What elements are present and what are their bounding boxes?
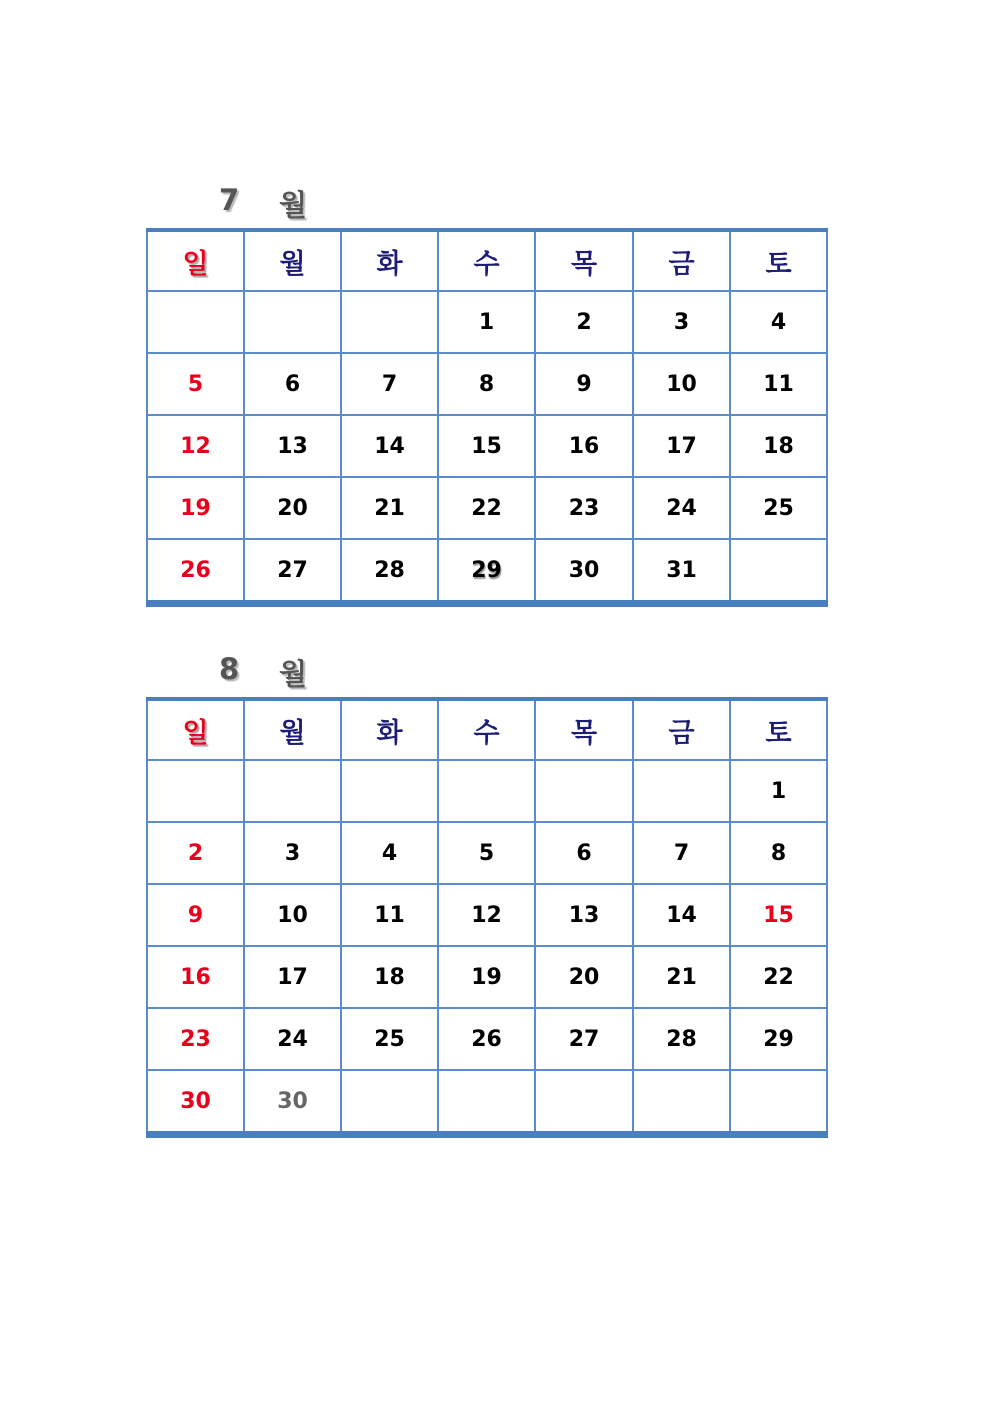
day-cell: 28 bbox=[633, 1008, 730, 1070]
day-cell: 6 bbox=[244, 353, 341, 415]
day-cell-sunday: 19 bbox=[147, 477, 244, 539]
day-cell: 28 bbox=[341, 539, 438, 604]
weekday-mon: 월 bbox=[244, 230, 341, 291]
month-unit: 월 bbox=[279, 188, 308, 222]
weekday-sat: 토 bbox=[730, 230, 827, 291]
weekday-header-row bbox=[147, 230, 827, 291]
calendar-grid bbox=[146, 697, 828, 1138]
day-cell-empty bbox=[535, 760, 633, 822]
day-cell: 17 bbox=[244, 946, 341, 1008]
day-cell-empty bbox=[147, 760, 244, 822]
day-cell: 31 bbox=[633, 539, 730, 604]
day-cell: 20 bbox=[244, 477, 341, 539]
day-cell: 22 bbox=[438, 477, 535, 539]
weekday-thu: 목 bbox=[535, 699, 633, 760]
day-cell: 10 bbox=[633, 353, 730, 415]
day-cell: 7 bbox=[341, 353, 438, 415]
day-cell: 11 bbox=[341, 884, 438, 946]
day-cell: 1 bbox=[730, 760, 827, 822]
week-row bbox=[147, 539, 827, 604]
week-row bbox=[147, 822, 827, 884]
day-cell-sunday: 9 bbox=[147, 884, 244, 946]
day-cell: 15 bbox=[438, 415, 535, 477]
day-cell: 1 bbox=[438, 291, 535, 353]
day-cell: 21 bbox=[633, 946, 730, 1008]
day-cell: 30 bbox=[535, 539, 633, 604]
day-cell: 3 bbox=[633, 291, 730, 353]
day-cell: 13 bbox=[244, 415, 341, 477]
day-cell-empty bbox=[730, 1070, 827, 1135]
weekday-header-row bbox=[147, 699, 827, 760]
day-cell-sunday: 16 bbox=[147, 946, 244, 1008]
calendar-grid bbox=[146, 228, 828, 607]
day-cell: 5 bbox=[438, 822, 535, 884]
day-cell: 2 bbox=[535, 291, 633, 353]
day-cell: 11 bbox=[730, 353, 827, 415]
day-cell: 22 bbox=[730, 946, 827, 1008]
day-cell: 8 bbox=[438, 353, 535, 415]
week-row bbox=[147, 760, 827, 822]
day-cell: 9 bbox=[535, 353, 633, 415]
weekday-mon: 월 bbox=[244, 699, 341, 760]
day-cell: 18 bbox=[730, 415, 827, 477]
day-cell-empty bbox=[244, 291, 341, 353]
day-cell: 8 bbox=[730, 822, 827, 884]
weekday-fri: 금 bbox=[633, 699, 730, 760]
weekday-tue: 화 bbox=[341, 699, 438, 760]
day-cell: 4 bbox=[341, 822, 438, 884]
day-cell: 26 bbox=[438, 1008, 535, 1070]
day-cell: 25 bbox=[730, 477, 827, 539]
day-cell: 18 bbox=[341, 946, 438, 1008]
day-cell-empty bbox=[633, 1070, 730, 1135]
day-cell-sunday: 2 bbox=[147, 822, 244, 884]
day-cell: 4 bbox=[730, 291, 827, 353]
day-cell-sunday: 12 bbox=[147, 415, 244, 477]
day-cell: 24 bbox=[633, 477, 730, 539]
week-row bbox=[147, 291, 827, 353]
day-cell-empty bbox=[730, 539, 827, 604]
day-cell: 27 bbox=[535, 1008, 633, 1070]
day-cell: 14 bbox=[633, 884, 730, 946]
day-cell: 20 bbox=[535, 946, 633, 1008]
day-cell: 21 bbox=[341, 477, 438, 539]
day-cell: 30 bbox=[244, 1070, 341, 1135]
weekday-thu: 목 bbox=[535, 230, 633, 291]
day-cell-holiday: 15 bbox=[730, 884, 827, 946]
weekday-tue: 화 bbox=[341, 230, 438, 291]
day-cell: 7 bbox=[633, 822, 730, 884]
day-cell-empty bbox=[341, 291, 438, 353]
day-cell-sunday: 26 bbox=[147, 539, 244, 604]
month-unit: 월 bbox=[279, 657, 308, 691]
day-cell-empty bbox=[438, 760, 535, 822]
week-row bbox=[147, 353, 827, 415]
week-row bbox=[147, 415, 827, 477]
day-cell: 3 bbox=[244, 822, 341, 884]
day-cell-sunday: 30 bbox=[147, 1070, 244, 1135]
day-cell: 24 bbox=[244, 1008, 341, 1070]
weekday-wed: 수 bbox=[438, 230, 535, 291]
weekday-sun: 일 bbox=[147, 699, 244, 760]
day-cell: 17 bbox=[633, 415, 730, 477]
day-cell-sunday: 23 bbox=[147, 1008, 244, 1070]
week-row bbox=[147, 1070, 827, 1135]
day-cell: 6 bbox=[535, 822, 633, 884]
weekday-wed: 수 bbox=[438, 699, 535, 760]
day-cell: 10 bbox=[244, 884, 341, 946]
weekday-sun: 일 bbox=[147, 230, 244, 291]
day-cell: 29 bbox=[438, 539, 535, 604]
month-number: 8 bbox=[219, 652, 240, 686]
day-cell: 25 bbox=[341, 1008, 438, 1070]
week-row bbox=[147, 884, 827, 946]
week-row bbox=[147, 477, 827, 539]
day-cell-empty bbox=[535, 1070, 633, 1135]
day-cell: 27 bbox=[244, 539, 341, 604]
day-cell: 29 bbox=[730, 1008, 827, 1070]
weekday-sat: 토 bbox=[730, 699, 827, 760]
week-row bbox=[147, 1008, 827, 1070]
day-cell-empty bbox=[147, 291, 244, 353]
day-cell: 14 bbox=[341, 415, 438, 477]
month-number: 7 bbox=[219, 183, 240, 217]
day-cell-empty bbox=[341, 1070, 438, 1135]
day-cell: 12 bbox=[438, 884, 535, 946]
day-cell: 19 bbox=[438, 946, 535, 1008]
day-cell-empty bbox=[244, 760, 341, 822]
day-cell: 23 bbox=[535, 477, 633, 539]
day-cell-sunday: 5 bbox=[147, 353, 244, 415]
day-cell-empty bbox=[341, 760, 438, 822]
day-cell-empty bbox=[633, 760, 730, 822]
weekday-fri: 금 bbox=[633, 230, 730, 291]
day-cell: 13 bbox=[535, 884, 633, 946]
day-cell: 16 bbox=[535, 415, 633, 477]
day-cell-empty bbox=[438, 1070, 535, 1135]
week-row bbox=[147, 946, 827, 1008]
